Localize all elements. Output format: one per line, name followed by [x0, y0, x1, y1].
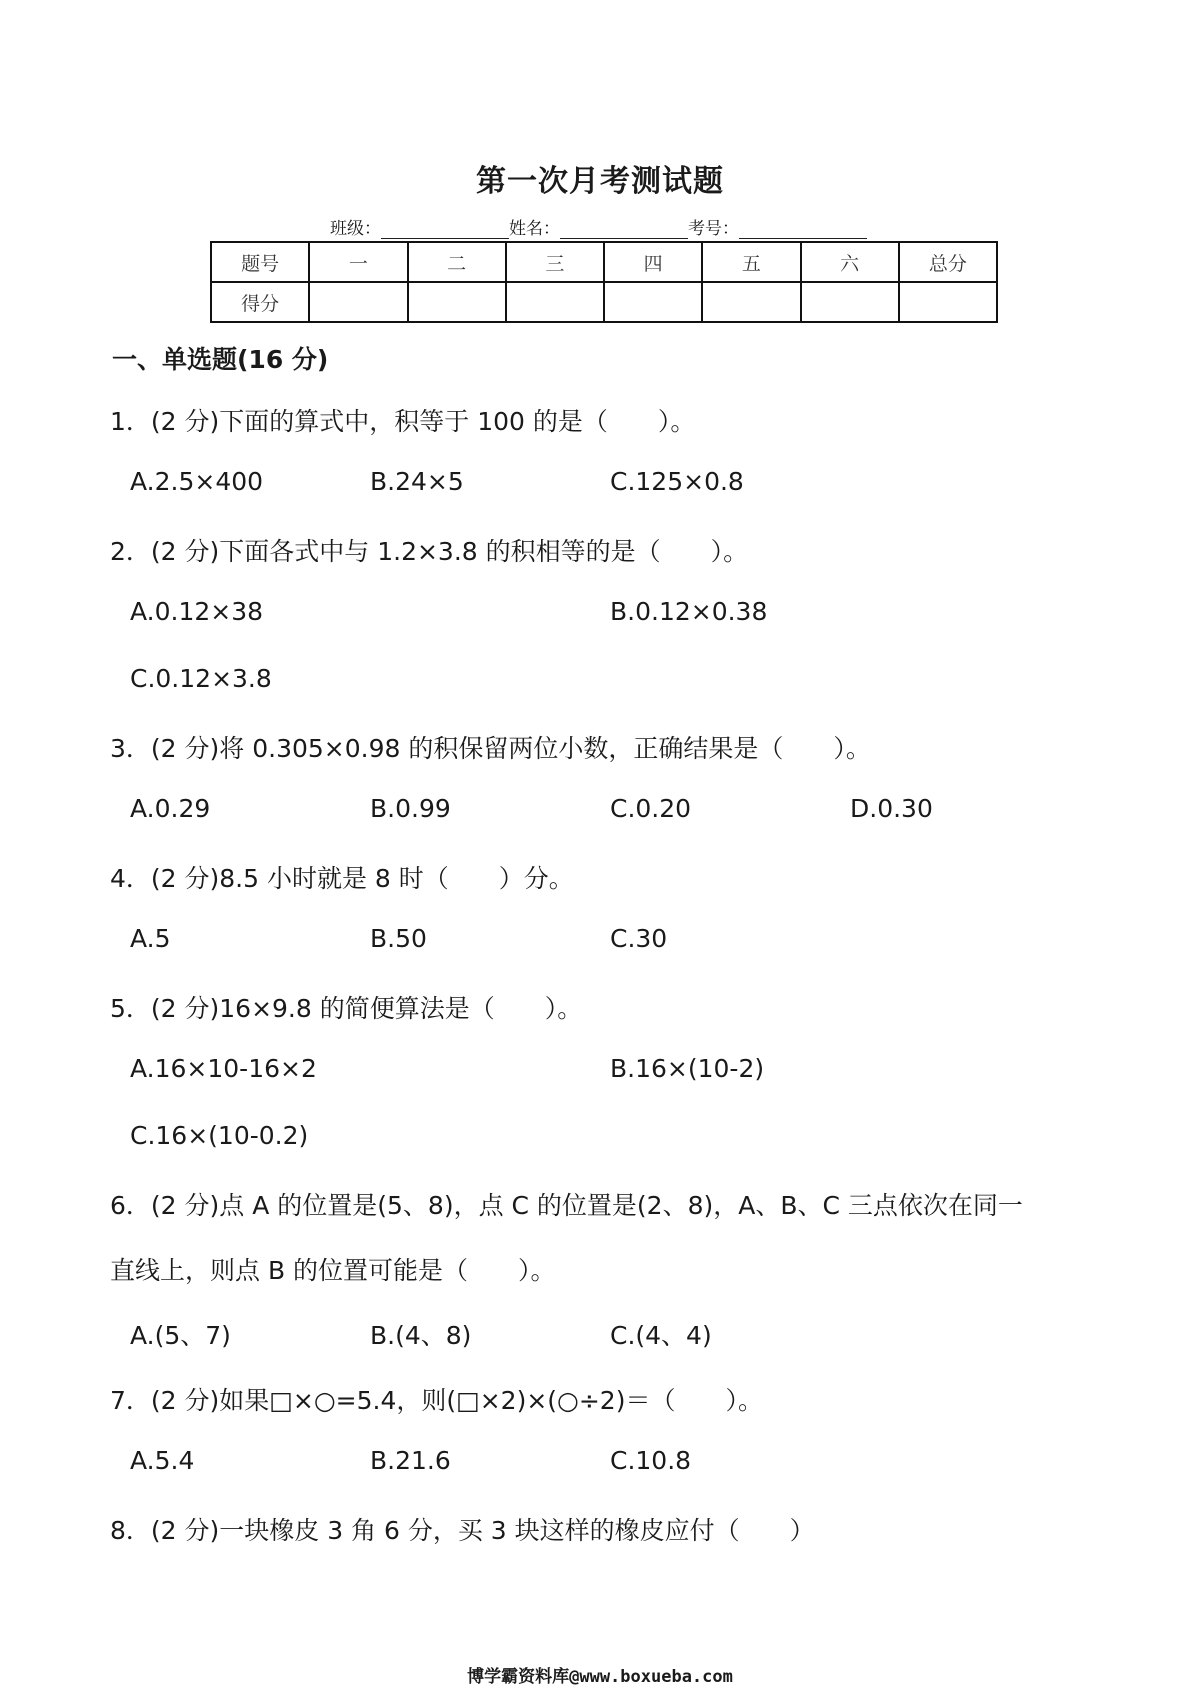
student-info-line	[330, 214, 867, 239]
class-blank	[381, 220, 509, 239]
question-4: 4．(2 分)8.5 小时就是 8 时（ ）分。	[110, 864, 574, 893]
option: A.5	[130, 924, 171, 953]
row-label-cell: 得分	[211, 282, 309, 322]
option: A.0.12×38	[130, 597, 264, 626]
score-cell	[801, 282, 899, 322]
option: B.0.12×0.38	[610, 597, 768, 626]
question-2: 2．(2 分)下面各式中与 1.2×3.8 的积相等的是（ ）。	[110, 537, 749, 566]
header-cell: 六	[801, 242, 899, 282]
score-table-header-row	[211, 242, 997, 282]
section-heading: 一、单选题(16 分)	[112, 345, 329, 374]
question-3: 3．(2 分)将 0.305×0.98 的积保留两位小数，正确结果是（ ）。	[110, 734, 871, 763]
header-cell: 四	[604, 242, 702, 282]
score-cell	[604, 282, 702, 322]
header-cell: 三	[506, 242, 604, 282]
score-cell	[702, 282, 800, 322]
question-6-continued: 直线上，则点 B 的位置可能是（ ）。	[110, 1256, 556, 1285]
score-table	[210, 241, 998, 323]
header-cell: 五	[702, 242, 800, 282]
score-table-score-row	[211, 282, 997, 322]
score-cell	[506, 282, 604, 322]
score-cell	[899, 282, 997, 322]
header-cell: 题号	[211, 242, 309, 282]
option: A.(5、7)	[130, 1321, 231, 1350]
score-cell	[309, 282, 407, 322]
option: C.16×(10-0.2)	[130, 1121, 309, 1150]
option: C.(4、4)	[610, 1321, 712, 1350]
question-5: 5．(2 分)16×9.8 的简便算法是（ ）。	[110, 994, 583, 1023]
option: C.0.12×3.8	[130, 664, 272, 693]
page-title: 第一次月考测试题	[476, 164, 724, 199]
option: B.16×(10-2)	[610, 1054, 765, 1083]
option: C.0.20	[610, 794, 692, 823]
header-cell: 二	[408, 242, 506, 282]
header-cell: 总分	[899, 242, 997, 282]
exam-no-blank	[739, 220, 867, 239]
question-6: 6．(2 分)点 A 的位置是(5、8)，点 C 的位置是(2、8)，A、B、C 三点依次在同一	[110, 1191, 1023, 1220]
question-7: 7．(2 分)如果□×○=5.4，则(□×2)×(○÷2)＝（ ）。	[110, 1386, 763, 1415]
option: B.50	[370, 924, 427, 953]
option: A.16×10-16×2	[130, 1054, 317, 1083]
option: C.125×0.8	[610, 467, 744, 496]
footer-watermark: 博学霸资料库@www.boxueba.com	[467, 1667, 733, 1687]
score-cell	[408, 282, 506, 322]
option: B.24×5	[370, 467, 464, 496]
option: B.0.99	[370, 794, 451, 823]
class-label: 班级：	[330, 219, 381, 239]
option: A.0.29	[130, 794, 211, 823]
option: C.30	[610, 924, 668, 953]
name-blank	[560, 220, 688, 239]
option: B.(4、8)	[370, 1321, 472, 1350]
question-8: 8．(2 分)一块橡皮 3 角 6 分，买 3 块这样的橡皮应付（ ）	[110, 1516, 815, 1545]
name-label: 姓名：	[509, 219, 560, 239]
exam-no-label: 考号：	[688, 219, 739, 239]
option: D.0.30	[850, 794, 933, 823]
header-cell: 一	[309, 242, 407, 282]
option: C.10.8	[610, 1446, 692, 1475]
question-1: 1．(2 分)下面的算式中，积等于 100 的是（ ）。	[110, 407, 696, 436]
option: A.5.4	[130, 1446, 195, 1475]
option: B.21.6	[370, 1446, 451, 1475]
option: A.2.5×400	[130, 467, 264, 496]
